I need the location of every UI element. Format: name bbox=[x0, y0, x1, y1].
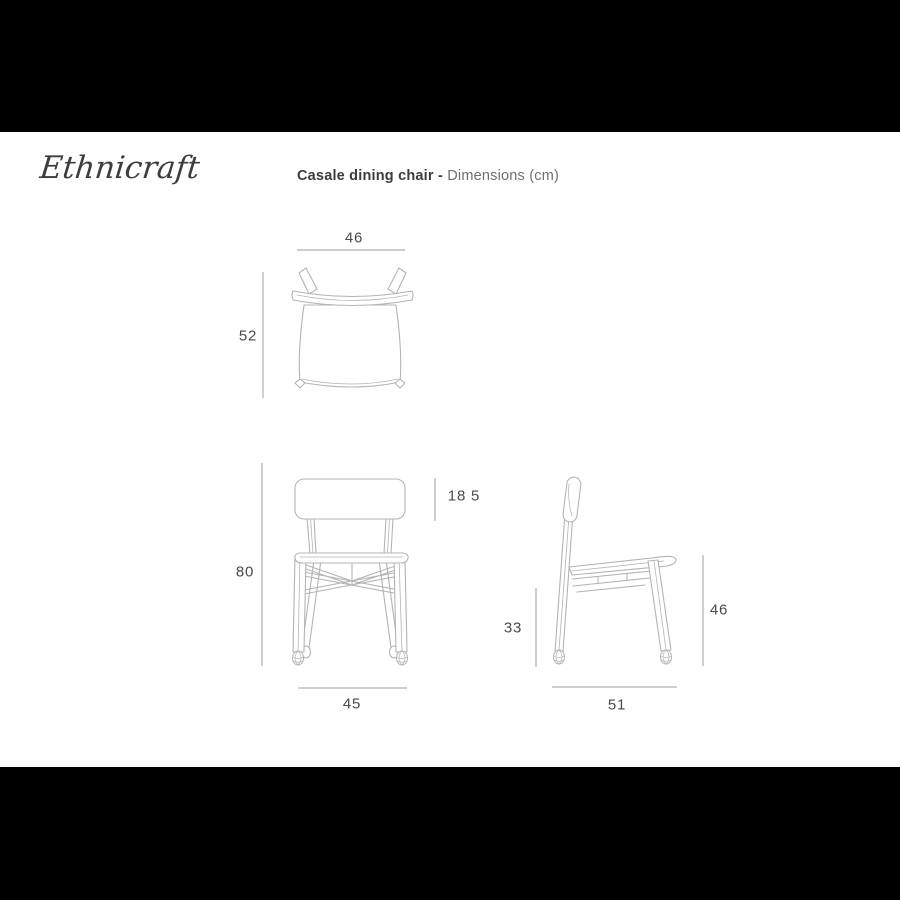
front-view-right-foot bbox=[397, 651, 408, 665]
dim-label-front-width: 45 bbox=[342, 695, 362, 713]
top-view-left-stile-tip bbox=[299, 268, 317, 294]
dim-label-side-front-height: 46 bbox=[709, 601, 729, 619]
product-name: Casale dining chair - bbox=[296, 168, 444, 184]
top-view-right-stile-tip bbox=[388, 268, 406, 294]
front-view-seat bbox=[295, 553, 408, 563]
side-view-drawing bbox=[554, 476, 677, 664]
top-view-drawing bbox=[292, 268, 413, 388]
dim-label-side-depth: 51 bbox=[607, 696, 627, 714]
dim-label-seat-height: 33 bbox=[503, 619, 523, 637]
top-view-seat bbox=[299, 305, 401, 387]
brand-logo: Ethnicraft bbox=[38, 150, 202, 186]
dimensions-label: Dimensions (cm) bbox=[447, 168, 560, 184]
side-view-front-foot bbox=[661, 650, 672, 664]
dim-label-front-height: 80 bbox=[235, 563, 255, 581]
front-view-backrest bbox=[295, 479, 405, 519]
front-view-left-foot bbox=[293, 651, 304, 665]
dim-label-top-depth: 52 bbox=[238, 327, 258, 345]
dim-label-top-width: 46 bbox=[344, 229, 364, 247]
side-view-front-leg bbox=[648, 560, 671, 651]
dim-label-backrest-height: 18 5 bbox=[447, 487, 481, 505]
side-view-back-foot bbox=[554, 650, 565, 664]
front-view-drawing bbox=[293, 479, 409, 665]
